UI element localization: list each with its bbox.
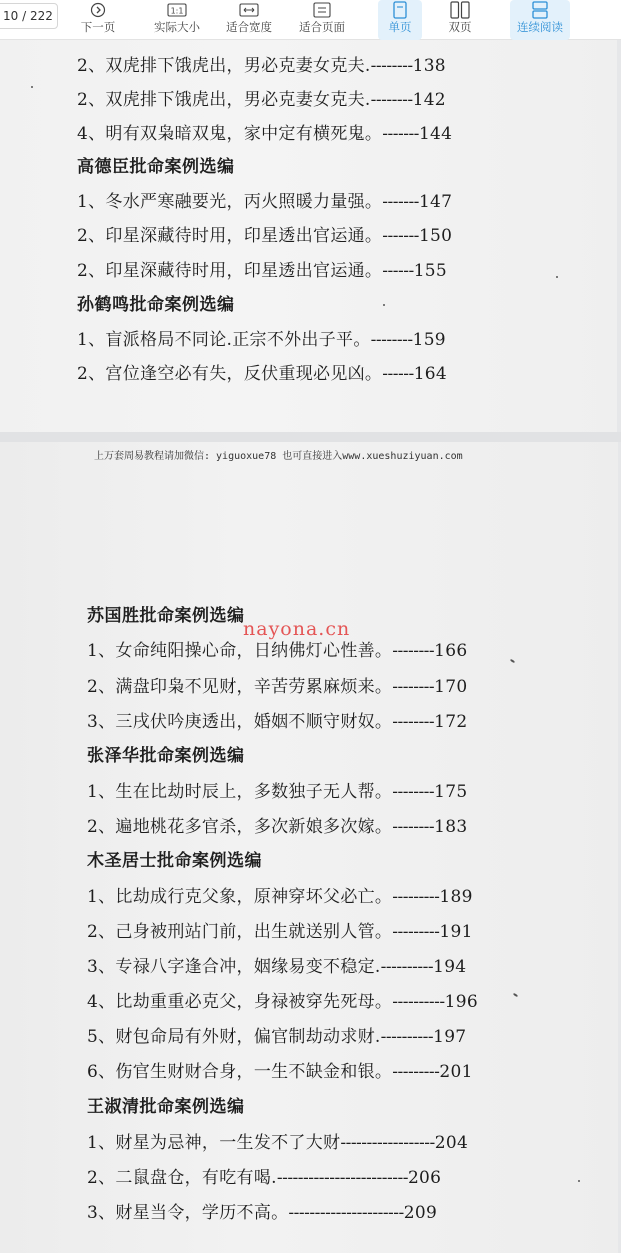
toc-leader: -------- [392, 677, 435, 697]
toc-entry-text: 3、财星当令，学历不高。 [87, 1203, 289, 1223]
watermark: nayona.cn [243, 618, 351, 640]
fit-page-icon [295, 0, 349, 20]
toc-page-number: 189 [439, 887, 473, 907]
scan-speck [510, 659, 515, 664]
next-page-label: 下一页 [80, 20, 116, 34]
scan-speck [383, 304, 385, 306]
toc-page-number: 183 [434, 817, 468, 837]
toc-page-number: 197 [433, 1027, 467, 1047]
fit-page-button[interactable] [295, 0, 349, 40]
toc-entry-text: 1、盲派格局不同论.正宗不外出子平。 [77, 330, 371, 350]
toc-entry [87, 1128, 468, 1153]
toc-page-number: 206 [407, 1168, 442, 1188]
toc-page-number: 147 [418, 192, 453, 212]
continuous-read-label: 连续阅读 [517, 20, 563, 34]
fit-width-label: 适合宽度 [226, 20, 272, 34]
toc-entry-text: 2、印星深藏待时用，印星透出官运通。 [77, 226, 383, 246]
toc-page-number: 191 [439, 922, 473, 942]
toc-leader: -------- [370, 330, 413, 350]
fit-width-icon [222, 0, 276, 20]
section-heading: 孙鹤鸣批命案例选编 [77, 295, 235, 315]
toc-leader: ------------------------- [276, 1168, 408, 1188]
toc-entry-text: 4、比劫重重必克父，身禄被穿先死母。 [87, 992, 393, 1012]
toc-leader: ------ [382, 261, 414, 281]
toc-entry-text: 2、印星深藏待时用，印星透出官运通。 [77, 261, 383, 281]
single-page-icon [378, 0, 422, 20]
next-page-button[interactable] [78, 0, 118, 40]
double-page-icon [440, 0, 480, 20]
toc-entry-text: 5、财包命局有外财，偏官制劫动求财. [87, 1027, 381, 1047]
toc-leader: ------- [382, 124, 419, 144]
toc-page-number: 159 [412, 330, 446, 350]
toc-entry [77, 119, 452, 144]
toc-entry [77, 187, 452, 212]
toc-entry [87, 672, 468, 697]
toc-entry [87, 707, 468, 732]
toc-leader: -------- [392, 641, 435, 661]
toc-entry-text: 3、三戌伏吟庚透出，婚姻不顺守财奴。 [87, 712, 393, 732]
toc-entry-text: 1、比劫成行克父象，原神穿坏父必亡。 [87, 887, 393, 907]
toc-entry-text: 2、双虎排下饿虎出，男必克妻女克夫. [77, 90, 371, 110]
toc-leader: --------- [392, 922, 440, 942]
scan-speck [578, 1180, 580, 1182]
double-page-button[interactable] [440, 0, 480, 40]
toc-page-number: 196 [444, 992, 479, 1012]
single-page-button[interactable] [378, 0, 422, 40]
toc-page-number: 170 [434, 677, 468, 697]
toc-page-number: 166 [434, 641, 468, 661]
toc-entry-text: 3、专禄八字逢合冲，姻缘易变不稳定. [87, 957, 381, 977]
toc-page-number: 142 [412, 90, 446, 110]
page-counter-input[interactable]: 10 / 222 [0, 3, 58, 29]
toc-leader: ------- [382, 226, 419, 246]
section-heading: 苏国胜批命案例选编 [87, 606, 245, 626]
toc-entry-text: 2、双虎排下饿虎出，男必克妻女克夫. [77, 56, 371, 76]
scan-speck [556, 276, 558, 278]
toc-page-number: 138 [412, 56, 446, 76]
toc-leader: ---------------------- [288, 1203, 404, 1223]
toc-leader: -------- [370, 90, 413, 110]
toc-entry [87, 917, 473, 942]
toc-page-number: 201 [439, 1062, 473, 1082]
section-heading: 王淑清批命案例选编 [87, 1097, 245, 1117]
toc-entry [87, 987, 478, 1012]
toc-page-number: 172 [434, 712, 468, 732]
toc-page-number: 209 [403, 1203, 438, 1223]
toc-entry [87, 812, 468, 837]
toc-leader: --------- [392, 887, 440, 907]
pdf-toolbar [0, 0, 621, 40]
actual-size-button[interactable] [150, 0, 204, 40]
double-page-label: 双页 [448, 20, 472, 34]
toc-entry-text: 1、冬水严寒融要光，丙火照暖力量强。 [77, 192, 383, 212]
scan-speck [513, 993, 518, 998]
toc-leader: ---------- [380, 957, 434, 977]
toc-entry [87, 882, 473, 907]
continuous-read-button[interactable] [510, 0, 570, 40]
toc-page-number: 204 [434, 1133, 469, 1153]
toc-leader: -------- [392, 712, 435, 732]
toc-entry-text: 4、明有双枭暗双鬼，家中定有横死鬼。 [77, 124, 383, 144]
next-page-icon [78, 0, 118, 20]
toc-entry [77, 221, 452, 246]
toc-leader: ------ [382, 364, 414, 384]
actual-size-label: 实际大小 [154, 20, 200, 34]
single-page-label: 单页 [388, 20, 412, 34]
fit-page-label: 适合页面 [299, 20, 345, 34]
toc-entry [87, 952, 466, 977]
fit-width-button[interactable] [222, 0, 276, 40]
toc-entry-text: 1、女命纯阳操心命，日纳佛灯心性善。 [87, 641, 393, 661]
page-gap [0, 432, 621, 442]
toc-leader: -------- [392, 782, 435, 802]
toc-entry-text: 2、遍地桃花多官杀，多次新娘多次嫁。 [87, 817, 393, 837]
section-heading: 高德臣批命案例选编 [77, 157, 235, 177]
toc-entry [77, 85, 446, 110]
toc-leader: --------- [392, 1062, 440, 1082]
svg-text:1:1: 1:1 [170, 6, 184, 16]
toc-entry [87, 1022, 466, 1047]
actual-size-icon [150, 0, 204, 20]
toc-page-number: 164 [413, 364, 448, 384]
toc-entry [87, 777, 468, 802]
toc-page-number: 155 [413, 261, 448, 281]
toc-entry-text: 6、伤官生财财合身，一生不缺金和银。 [87, 1062, 393, 1082]
toc-entry-text: 2、二鼠盘仓，有吃有喝. [87, 1168, 277, 1188]
toc-leader: ------- [382, 192, 419, 212]
scan-speck [31, 86, 33, 88]
document-page-10 [0, 442, 618, 1253]
toc-entry-text: 2、宫位逢空必有失，反伏重现必见凶。 [77, 364, 383, 384]
toc-leader: ------------------ [340, 1133, 435, 1153]
toc-entry [87, 636, 468, 661]
toc-entry [87, 1057, 473, 1082]
toc-leader: -------- [370, 56, 413, 76]
toc-page-number: 175 [434, 782, 468, 802]
toc-page-number: 144 [418, 124, 453, 144]
toc-entry-text: 1、财星为忌神，一生发不了大财 [87, 1133, 341, 1153]
toc-entry-text: 1、生在比劫时辰上，多数独子无人帮。 [87, 782, 393, 802]
document-page-9 [0, 40, 617, 432]
toc-entry [77, 325, 446, 350]
toc-entry [77, 359, 447, 384]
toc-leader: ---------- [380, 1027, 434, 1047]
toc-page-number: 150 [418, 226, 453, 246]
toc-entry [77, 256, 447, 281]
toc-leader: -------- [392, 817, 435, 837]
toc-leader: ---------- [392, 992, 445, 1012]
toc-entry-text: 2、满盘印枭不见财，辛苦劳累麻烦来。 [87, 677, 393, 697]
section-heading: 木圣居士批命案例选编 [87, 851, 262, 871]
continuous-read-icon [510, 0, 570, 20]
toc-entry-text: 2、己身被刑站门前，出生就送别人管。 [87, 922, 393, 942]
section-heading: 张泽华批命案例选编 [87, 746, 245, 766]
toc-entry [87, 1163, 441, 1188]
toc-entry [77, 51, 446, 76]
toc-page-number: 194 [433, 957, 467, 977]
toc-entry [87, 1198, 437, 1223]
page-header-note: 上万套周易教程请加微信: yiguoxue78 也可直接进入www.xueshuziyuan.com [94, 451, 463, 462]
